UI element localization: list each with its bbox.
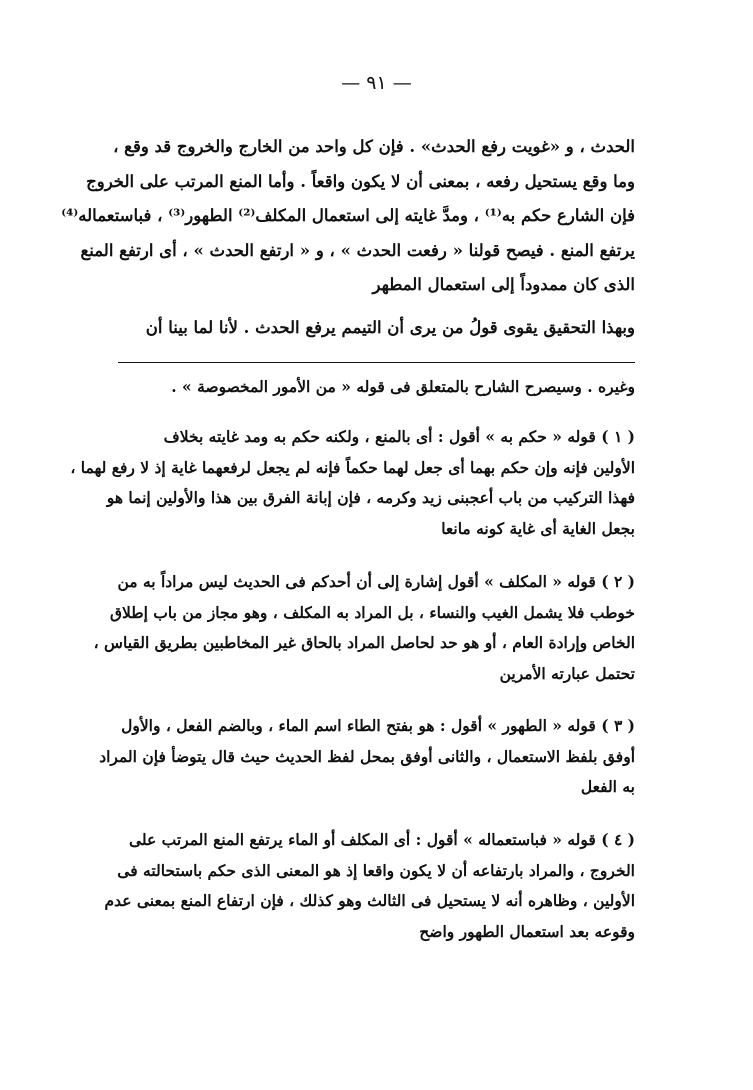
- main-text-line: فإن الشارع حكم به⁽¹⁾ ، ومدَّ غايته إلى استعمال المكلف⁽²⁾ الطهور⁽³⁾ ، فباستعماله⁽⁴⁾: [61, 206, 635, 225]
- footnote-line: ( ٤ ) قوله « فباستعماله » أقول : أى المكلف أو الماء يرتفع المنع المرتب على: [128, 830, 635, 849]
- main-text-line: يرتفع المنع . فيصح قولنا « رفعت الحدث » ، و « ارتفع الحدث » ، أى ارتفع المنع: [80, 240, 635, 260]
- footnote-line: تحتمل عبارته الأمرين: [499, 663, 635, 683]
- footnote-line: الأولين ، وظاهره أنه لا يستحيل فى الثالث وهو كذلك ، فإن ارتفاع المنع بمعنى عدم: [104, 891, 635, 910]
- main-text-line: الحدث ، و «غويت رفع الحدث» . فإن كل واحد من الخارج والخروج قد وقع ،: [113, 137, 635, 156]
- page-number: — ٩١ —: [341, 72, 412, 94]
- footnote-3: [99, 711, 635, 803]
- main-text-line: الذى كان ممدوداً إلى استعمال المطهر: [372, 275, 635, 294]
- footnote-line: الأولين فإنه وإن حكم بهما أى جعل لهما حكماً فإنه لم يجعل لرفعهما غاية إذ لا رفع لهما ،: [70, 457, 635, 477]
- footnote-line: به الفعل: [580, 777, 635, 796]
- footnote-line: بجعل الغاية أى غاية كونه مانعا: [441, 518, 635, 538]
- footnote-line: أوفق بلفظ الاستعمال ، والثانى أوفق بمحل لفظ الحديث حيث قال يتوضأ فإن المراد: [99, 746, 635, 766]
- footnote-1: [70, 422, 635, 544]
- footnote-line: ( ٢ ) قوله « المكلف » أقول إشارة إلى أن أحدكم فى الحديث ليس مراداً به من: [117, 572, 635, 591]
- footnote-intro-line: وغيره . وسيصرح الشارح بالمتعلق فى قوله « من الأمور المخصوصة » .: [171, 377, 635, 396]
- footnote-4: [104, 825, 635, 947]
- main-text: [61, 130, 635, 345]
- footnote-line: فهذا التركيب من باب أعجبنى زيد وكرمه ، فإن إبانة الفرق بين هذا والأولين إنما هو: [106, 488, 635, 507]
- footnote-divider: [118, 362, 635, 363]
- footnote-line: الخاص وإرادة العام ، أو هو حد لحاصل المراد بالحاق غير المخاطبين بطريق القياس ،: [93, 633, 635, 652]
- main-text-line: وما وقع يستحيل رفعه ، بمعنى أن لا يكون واقعاً . وأما المنع المرتب على الخروج: [86, 171, 635, 191]
- footnote-line: وقوعه بعد استعمال الطهور واضح: [419, 921, 635, 941]
- footnote-line: ( ٣ ) قوله « الطهور » أقول : هو بفتح الطاء اسم الماء ، وبالضم الفعل ، والأول: [121, 716, 635, 735]
- footnote-line: الخروج ، والمراد بارتفاعه أن لا يكون واقعا إذ هو المعنى الذى حكم باستحالته فى: [117, 860, 635, 880]
- footnote-2: [93, 567, 635, 689]
- footnote-intro: [118, 372, 635, 403]
- footnote-line: ( ١ ) قوله « حكم به » أقول : أى بالمنع ، ولكنه حكم به ومد غايته بخلاف: [163, 427, 635, 446]
- main-text-line: وبهذا التحقيق يقوى قولُ من يرى أن التيمم يرفع الحدث . لأنا لما بينا أن: [145, 317, 635, 337]
- footnote-line: خوطب فلا يشمل الغيب والنساء ، بل المراد به المكلف ، وهو مجاز من باب إطلاق: [109, 602, 635, 622]
